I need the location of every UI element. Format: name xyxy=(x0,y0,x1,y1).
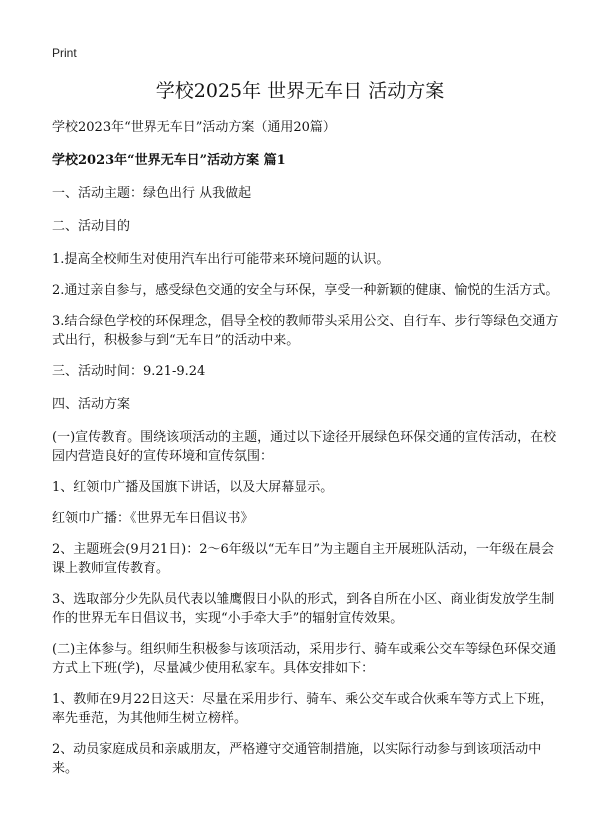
print-link[interactable]: Print xyxy=(52,46,77,60)
purpose-item-2: 2.通过亲自参与，感受绿色交通的安全与环保，享受一种新颖的健康、愉悦的生活方式。 xyxy=(52,283,559,298)
plan-item-1: 1、红领巾广播及国旗下讲话，以及大屏幕显示。 xyxy=(52,480,334,495)
document-body xyxy=(52,118,564,790)
section-purpose-heading: 二、活动目的 xyxy=(52,219,131,234)
document-title: 学校2025年 世界无车日 活动方案 xyxy=(155,80,445,102)
plan-part-2: (二)主体参与。组织师生积极参与该项活动，采用步行、骑车或乘公交车等绿色环保交通方式上下班(学)，尽量减少使用私家车。具体安排如下： xyxy=(52,642,557,676)
purpose-item-3: 3.结合绿色学校的环保理念，倡导全校的教师带头采用公交、自行车、步行等绿色交通方式出行，积极参与到“无车日”的活动中来。 xyxy=(52,314,559,348)
plan-broadcast: 红领巾广播：《世界无车日倡议书》 xyxy=(52,511,254,526)
plan-item-3: 3、选取部分少先队员代表以雏鹰假日小队的形式，到各自所在小区、商业街发放学生制作的世界无车日倡议书，实现“小手牵大手”的辐射宣传效果。 xyxy=(52,592,555,626)
section-plan-heading: 四、活动方案 xyxy=(52,397,131,412)
plan-part-1: (一)宣传教育。围绕该项活动的主题，通过以下途径开展绿色环保交通的宣传活动，在校园内营造良好的宣传环境和宣传氛围： xyxy=(52,430,557,464)
purpose-item-1: 1.提高全校师生对使用汽车出行可能带来环境问题的认识。 xyxy=(52,252,390,267)
section-time: 三、活动时间：9.21-9.24 xyxy=(52,364,206,379)
plan-item-2: 2、主题班会(9月21日)：2～6年级以“无车日”为主题自主开展班队活动，一年级在晨会课上教师宣传教育。 xyxy=(52,542,555,576)
article-heading: 学校2023年“世界无车日”活动方案 篇1 xyxy=(52,153,286,168)
section-theme: 一、活动主题：绿色出行 从我做起 xyxy=(52,186,252,201)
document-subtitle: 学校2023年“世界无车日”活动方案（通用20篇） xyxy=(52,120,336,135)
plan-family-item: 2、动员家庭成员和亲戚朋友，严格遵守交通管制措施，以实际行动参与到该项活动中来。 xyxy=(52,742,542,776)
plan-teacher-item: 1、教师在9月22日这天：尽量在采用步行、骑车、乘公交车或合伙乘车等方式上下班，率先垂范，为其他师生树立榜样。 xyxy=(52,692,554,726)
